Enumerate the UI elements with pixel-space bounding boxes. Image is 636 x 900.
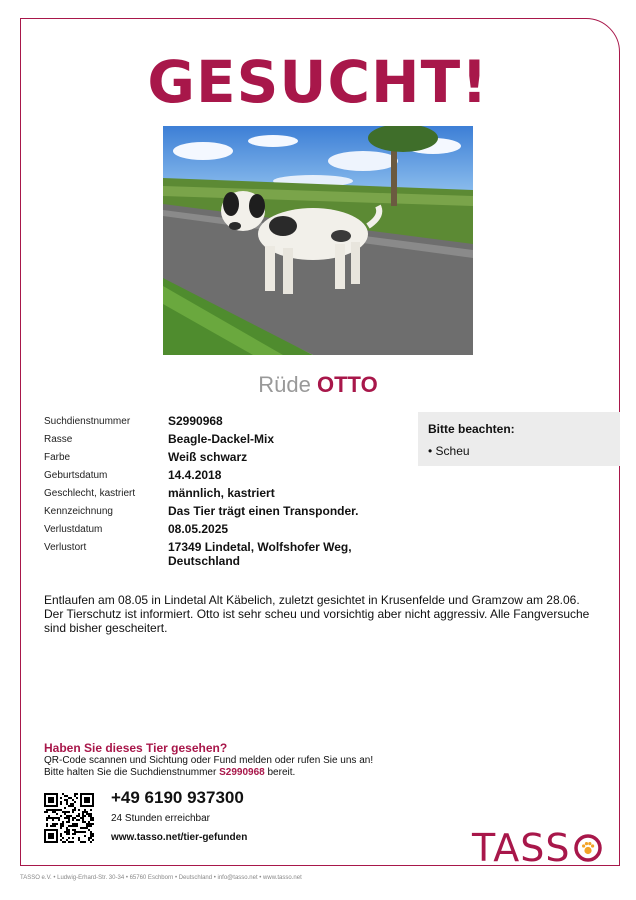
pet-name-line (0, 372, 636, 398)
phone-number[interactable]: +49 6190 937300 (111, 788, 244, 807)
detail-row (44, 504, 394, 518)
detail-label: Kennzeichnung (44, 506, 113, 517)
cta-search-number: S2990968 (219, 767, 265, 778)
logo-text: TASS (472, 826, 571, 870)
detail-label: Farbe (44, 452, 71, 463)
notice-box (418, 412, 620, 466)
detail-value: S2990968 (168, 414, 223, 428)
availability: 24 Stunden erreichbar (111, 813, 210, 824)
tasso-logo (472, 826, 603, 870)
detail-row (44, 486, 394, 500)
detail-row (44, 432, 394, 446)
paw-o-icon (573, 833, 603, 863)
detail-value: Das Tier trägt einen Transponder. (168, 504, 359, 518)
detail-value: Beagle-Dackel-Mix (168, 432, 275, 446)
detail-label: Suchdienstnummer (44, 416, 131, 427)
cta-line-2-post: bereit. (267, 767, 296, 778)
detail-row (44, 540, 394, 568)
detail-row (44, 450, 394, 464)
call-to-action (44, 741, 544, 779)
headline: GESUCHT! (147, 48, 489, 116)
found-link[interactable]: www.tasso.net/tier-gefunden (111, 832, 248, 843)
detail-value: 17349 Lindetal, Wolfshofer Weg, Deutschland (168, 540, 352, 568)
detail-label: Verlustort (44, 542, 87, 553)
detail-label: Geburtsdatum (44, 470, 108, 481)
notice-item: • Scheu (428, 444, 470, 458)
detail-label: Verlustdatum (44, 524, 103, 535)
cta-line-2-pre: Bitte halten Sie die Suchdienstnummer (44, 767, 217, 778)
detail-row (44, 522, 394, 536)
notice-item-text: Scheu (435, 444, 470, 458)
cta-line-1: QR-Code scannen und Sichtung oder Fund melden oder rufen Sie uns an! (44, 755, 374, 766)
detail-row (44, 414, 394, 428)
detail-value: männlich, kastriert (168, 486, 275, 500)
detail-value: 08.05.2025 (168, 522, 229, 536)
pet-gender: Rüde (258, 372, 311, 397)
pet-name: OTTO (317, 372, 378, 397)
details-table (44, 414, 394, 572)
description: Entlaufen am 08.05 in Lindetal Alt Käbelich, zuletzt gesichtet in Krusenfelde und Gramzow am 28.06. Der Tierschutz ist informiert. Otto ist sehr scheu und vorsichtig aber nicht aggressiv. Alle Fangversuche sind bisher gescheitert. (44, 593, 590, 635)
qr-code[interactable] (44, 793, 94, 843)
pet-photo (163, 126, 473, 355)
cta-line-2 (44, 767, 544, 779)
cta-title: Haben Sie dieses Tier gesehen? (44, 741, 228, 755)
detail-row (44, 468, 394, 482)
detail-value: Weiß schwarz (168, 450, 248, 464)
notice-title: Bitte beachten: (428, 422, 515, 436)
detail-label: Geschlecht, kastriert (44, 488, 136, 499)
detail-label: Rasse (44, 434, 73, 445)
footer-address: TASSO e.V. • Ludwig-Erhard-Str. 30-34 • 65760 Eschborn • Deutschland • info@tasso.net • www.tasso.net (20, 875, 302, 881)
detail-value: 14.4.2018 (168, 468, 222, 482)
